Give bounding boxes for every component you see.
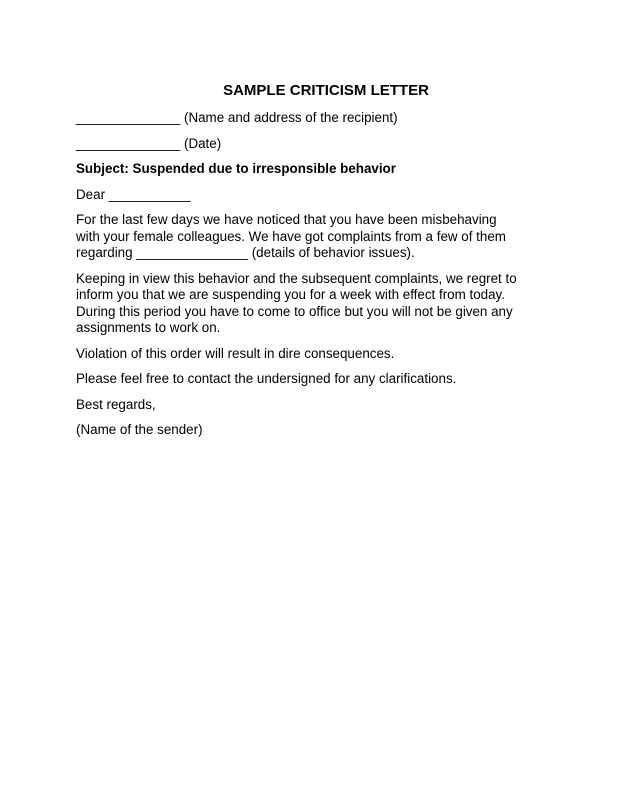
paragraph-misbehavior: For the last few days we have noticed that you have been misbehaving with your female colleagues. We have got complaints from a few of them regarding _______________ (details of behavior issues). xyxy=(76,212,506,261)
paragraph-violation: Violation of this order will result in dire consequences. xyxy=(76,345,395,361)
subject-line: Subject: Suspended due to irresponsible behavior xyxy=(76,161,396,177)
paragraph-suspension: Keeping in view this behavior and the subsequent complaints, we regret to inform you that we are suspending you for a week with effect from today. During this period you have to come to office but you will not be given any assignments to work on. xyxy=(76,270,517,335)
letter-page xyxy=(76,82,576,448)
letter-title: SAMPLE CRITICISM LETTER xyxy=(223,82,429,99)
paragraph-contact: Please feel free to contact the undersigned for any clarifications. xyxy=(76,371,457,387)
recipient-line: ______________ (Name and address of the recipient) xyxy=(76,110,398,125)
sender-name: (Name of the sender) xyxy=(76,422,203,438)
salutation: Dear ___________ xyxy=(76,186,191,202)
date-line: ______________ (Date) xyxy=(76,135,222,151)
closing: Best regards, xyxy=(76,396,156,412)
